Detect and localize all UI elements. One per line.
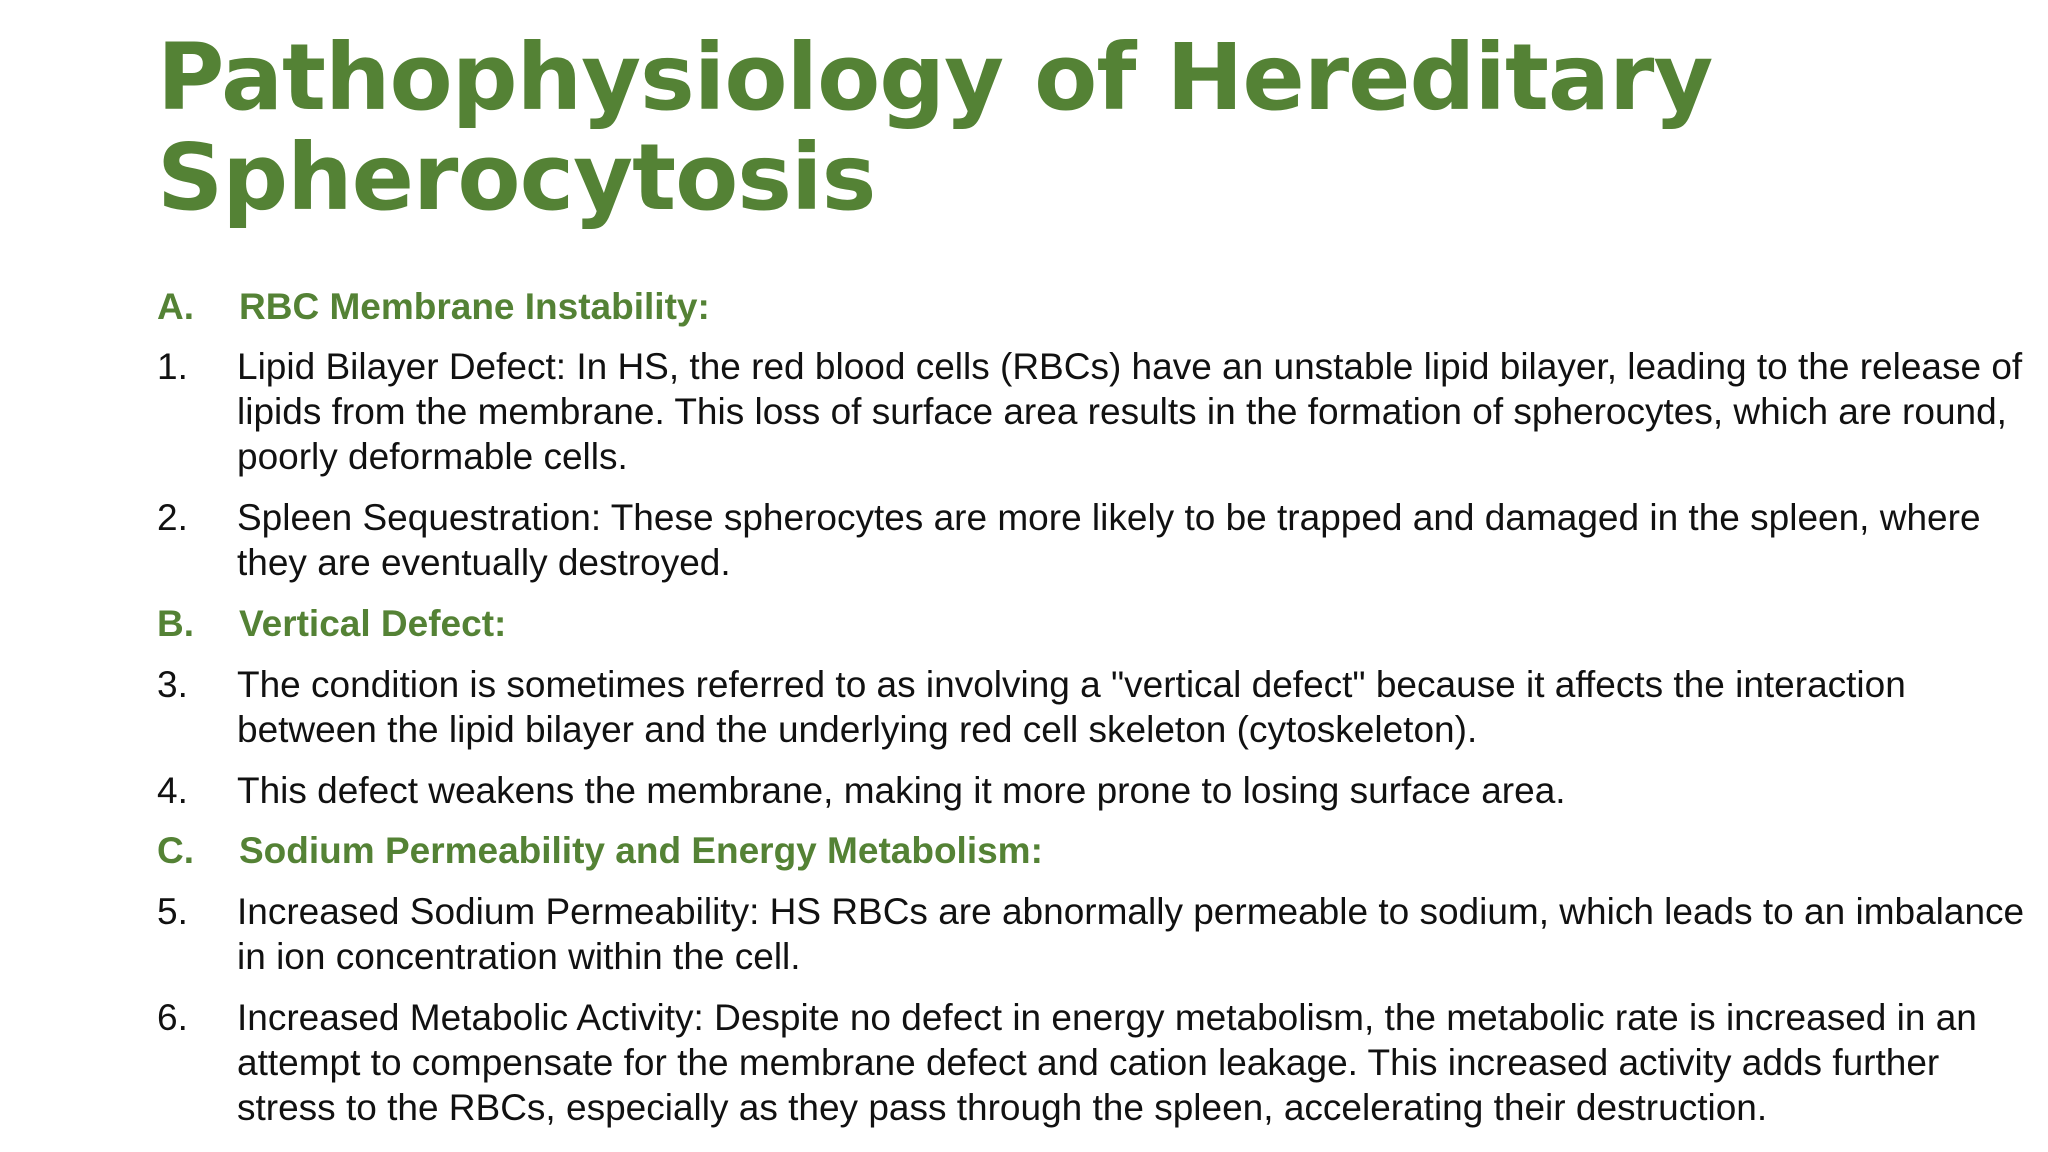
list-number: 1. bbox=[157, 346, 188, 387]
list-item-1 bbox=[157, 344, 2037, 479]
page-title: Pathophysiology of Hereditary Spherocytosis bbox=[157, 24, 1713, 231]
section-heading-a bbox=[157, 284, 2037, 329]
list-number: 4. bbox=[157, 770, 188, 811]
list-item-text: This defect weakens the membrane, making it more prone to losing surface area. bbox=[237, 770, 1566, 811]
list-item-3 bbox=[157, 662, 2037, 752]
list-item-5 bbox=[157, 889, 2037, 979]
list-item-text: Increased Metabolic Activity: Despite no defect in energy metabolism, the metabolic rate is increased in an attempt to compensate for the membrane defect and cation leakage. This increased activity adds further stress to the RBCs, especially as they pass through the spleen, accelerating their destruction. bbox=[237, 997, 1977, 1128]
list-number: 5. bbox=[157, 891, 188, 932]
list-number: 2. bbox=[157, 497, 188, 538]
section-heading-text: RBC Membrane Instability: bbox=[239, 286, 710, 327]
list-item-text: The condition is sometimes referred to as involving a "vertical defect" because it affects the interaction between the lipid bilayer and the underlying red cell skeleton (cytoskeleton). bbox=[237, 664, 1906, 750]
list-item-2 bbox=[157, 495, 2037, 585]
list-number: 6. bbox=[157, 997, 188, 1038]
section-heading-text: Vertical Defect: bbox=[239, 603, 507, 644]
list-item-text: Increased Sodium Permeability: HS RBCs are abnormally permeable to sodium, which leads to an imbalance in ion concentration within the cell. bbox=[237, 891, 2025, 977]
section-marker: C. bbox=[157, 830, 194, 871]
list-item-text: Lipid Bilayer Defect: In HS, the red blood cells (RBCs) have an unstable lipid bilayer, leading to the release of lipids from the membrane. This loss of surface area results in the formation of spherocytes, which are round, poorly deformable cells. bbox=[237, 346, 2023, 477]
section-marker: A. bbox=[157, 286, 194, 327]
list-item-6 bbox=[157, 995, 2037, 1130]
list-item-4 bbox=[157, 768, 2037, 813]
list-number: 3. bbox=[157, 664, 188, 705]
section-heading-text: Sodium Permeability and Energy Metabolism: bbox=[239, 830, 1043, 871]
list-item-text: Spleen Sequestration: These spherocytes are more likely to be trapped and damaged in the spleen, where they are eventually destroyed. bbox=[237, 497, 1981, 583]
section-heading-b bbox=[157, 601, 2037, 646]
section-heading-c bbox=[157, 828, 2037, 873]
section-marker: B. bbox=[157, 603, 194, 644]
